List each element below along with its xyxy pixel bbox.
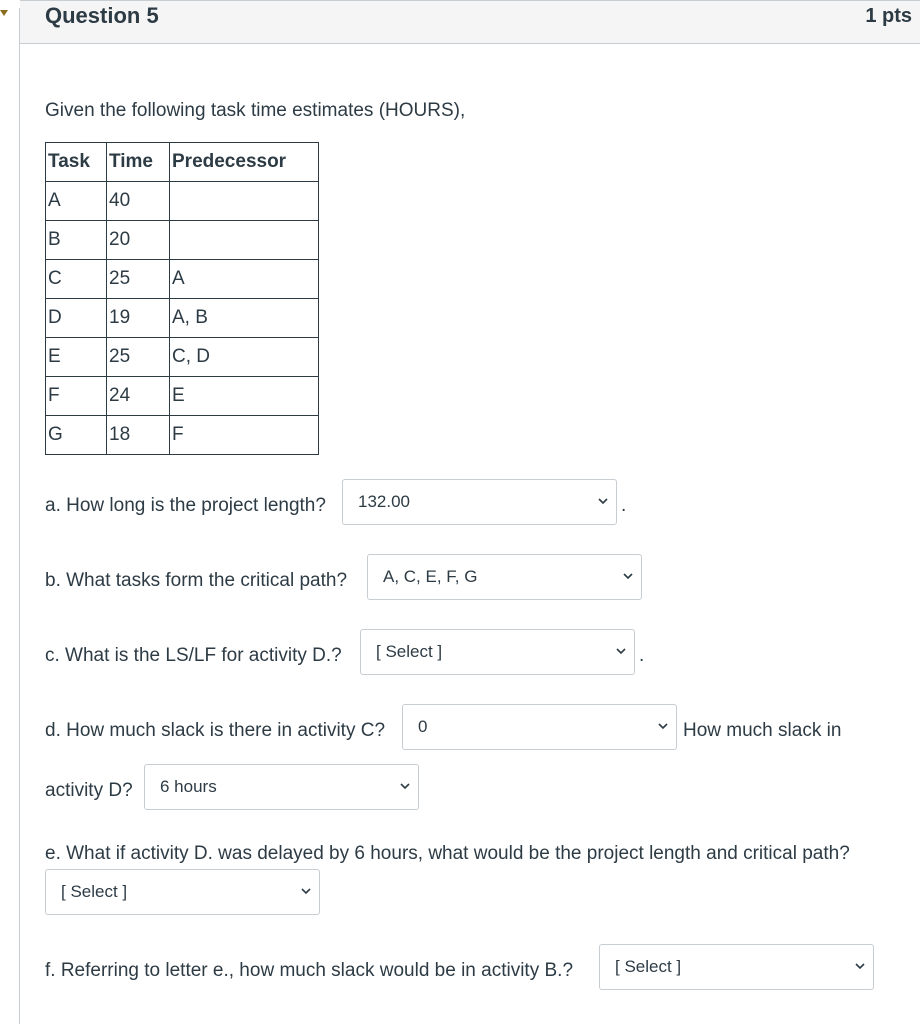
table-row — [46, 299, 319, 338]
table-cell: 25 — [107, 338, 170, 377]
table-header: Time — [107, 143, 170, 182]
table-row — [46, 182, 319, 221]
part-a-value: 132.00 — [358, 492, 410, 511]
chevron-down-icon — [621, 569, 635, 583]
table-cell: C, D — [170, 338, 319, 377]
chevron-down-icon — [656, 719, 670, 733]
table-cell — [170, 221, 319, 260]
part-b-select[interactable] — [367, 554, 642, 600]
question-points: 1 pts — [865, 5, 912, 27]
table-cell: 24 — [107, 377, 170, 416]
part-a-suffix: . — [621, 495, 627, 516]
left-rule — [19, 8, 20, 1024]
part-d-d-select[interactable] — [144, 764, 419, 810]
flag-icon[interactable] — [0, 10, 8, 16]
question-title: Question 5 — [45, 3, 159, 28]
part-d-prompt: d. How much slack is there in activity C? — [45, 720, 386, 741]
part-a-prompt: a. How long is the project length? — [45, 495, 326, 516]
question-intro: Given the following task time estimates (HOURS), — [45, 100, 466, 121]
table-cell: E — [170, 377, 319, 416]
part-c-suffix: . — [639, 645, 645, 666]
part-a-select[interactable] — [342, 479, 617, 525]
table-cell: E — [46, 338, 107, 377]
table-cell: C — [46, 260, 107, 299]
table-header: Task — [46, 143, 107, 182]
table-row — [46, 338, 319, 377]
table-row — [46, 221, 319, 260]
part-f-prompt: f. Referring to letter e., how much slack would be in activity B.? — [45, 960, 574, 981]
table-cell: G — [46, 416, 107, 455]
chevron-down-icon — [299, 884, 313, 898]
part-c-value: [ Select ] — [376, 642, 443, 661]
table-cell: F — [46, 377, 107, 416]
part-e-prompt: e. What if activity D. was delayed by 6 hours, what would be the project length and critical path? — [45, 843, 850, 864]
chevron-down-icon — [853, 959, 867, 973]
part-f-value: [ Select ] — [615, 957, 682, 976]
table-cell: A — [46, 182, 107, 221]
table-cell: 40 — [107, 182, 170, 221]
table-header-row — [46, 143, 319, 182]
table-row — [46, 260, 319, 299]
task-table — [45, 142, 319, 455]
chevron-down-icon — [614, 644, 628, 658]
chevron-down-icon — [596, 494, 610, 508]
part-d-d-value: 6 hours — [160, 777, 217, 796]
part-f-select[interactable] — [599, 944, 874, 990]
part-b-prompt: b. What tasks form the critical path? — [45, 570, 348, 591]
part-d-c-value: 0 — [418, 717, 428, 736]
table-cell: 19 — [107, 299, 170, 338]
table-cell: B — [46, 221, 107, 260]
part-c-prompt: c. What is the LS/LF for activity D.? — [45, 645, 342, 666]
table-cell — [170, 182, 319, 221]
table-row — [46, 416, 319, 455]
table-cell: A, B — [170, 299, 319, 338]
part-b-value: A, C, E, F, G — [383, 567, 478, 586]
table-cell: 18 — [107, 416, 170, 455]
table-cell: 25 — [107, 260, 170, 299]
part-d-continuation: How much slack in — [683, 720, 842, 741]
table-header: Predecessor — [170, 143, 319, 182]
part-c-select[interactable] — [360, 629, 635, 675]
chevron-down-icon — [398, 779, 412, 793]
table-cell: 20 — [107, 221, 170, 260]
question-header — [20, 0, 920, 44]
part-d2-prompt: activity D? — [45, 780, 133, 801]
part-e-value: [ Select ] — [61, 882, 128, 901]
table-cell: A — [170, 260, 319, 299]
table-cell: F — [170, 416, 319, 455]
table-row — [46, 377, 319, 416]
part-e-select[interactable] — [45, 869, 320, 915]
table-cell: D — [46, 299, 107, 338]
part-d-c-select[interactable] — [402, 704, 677, 750]
